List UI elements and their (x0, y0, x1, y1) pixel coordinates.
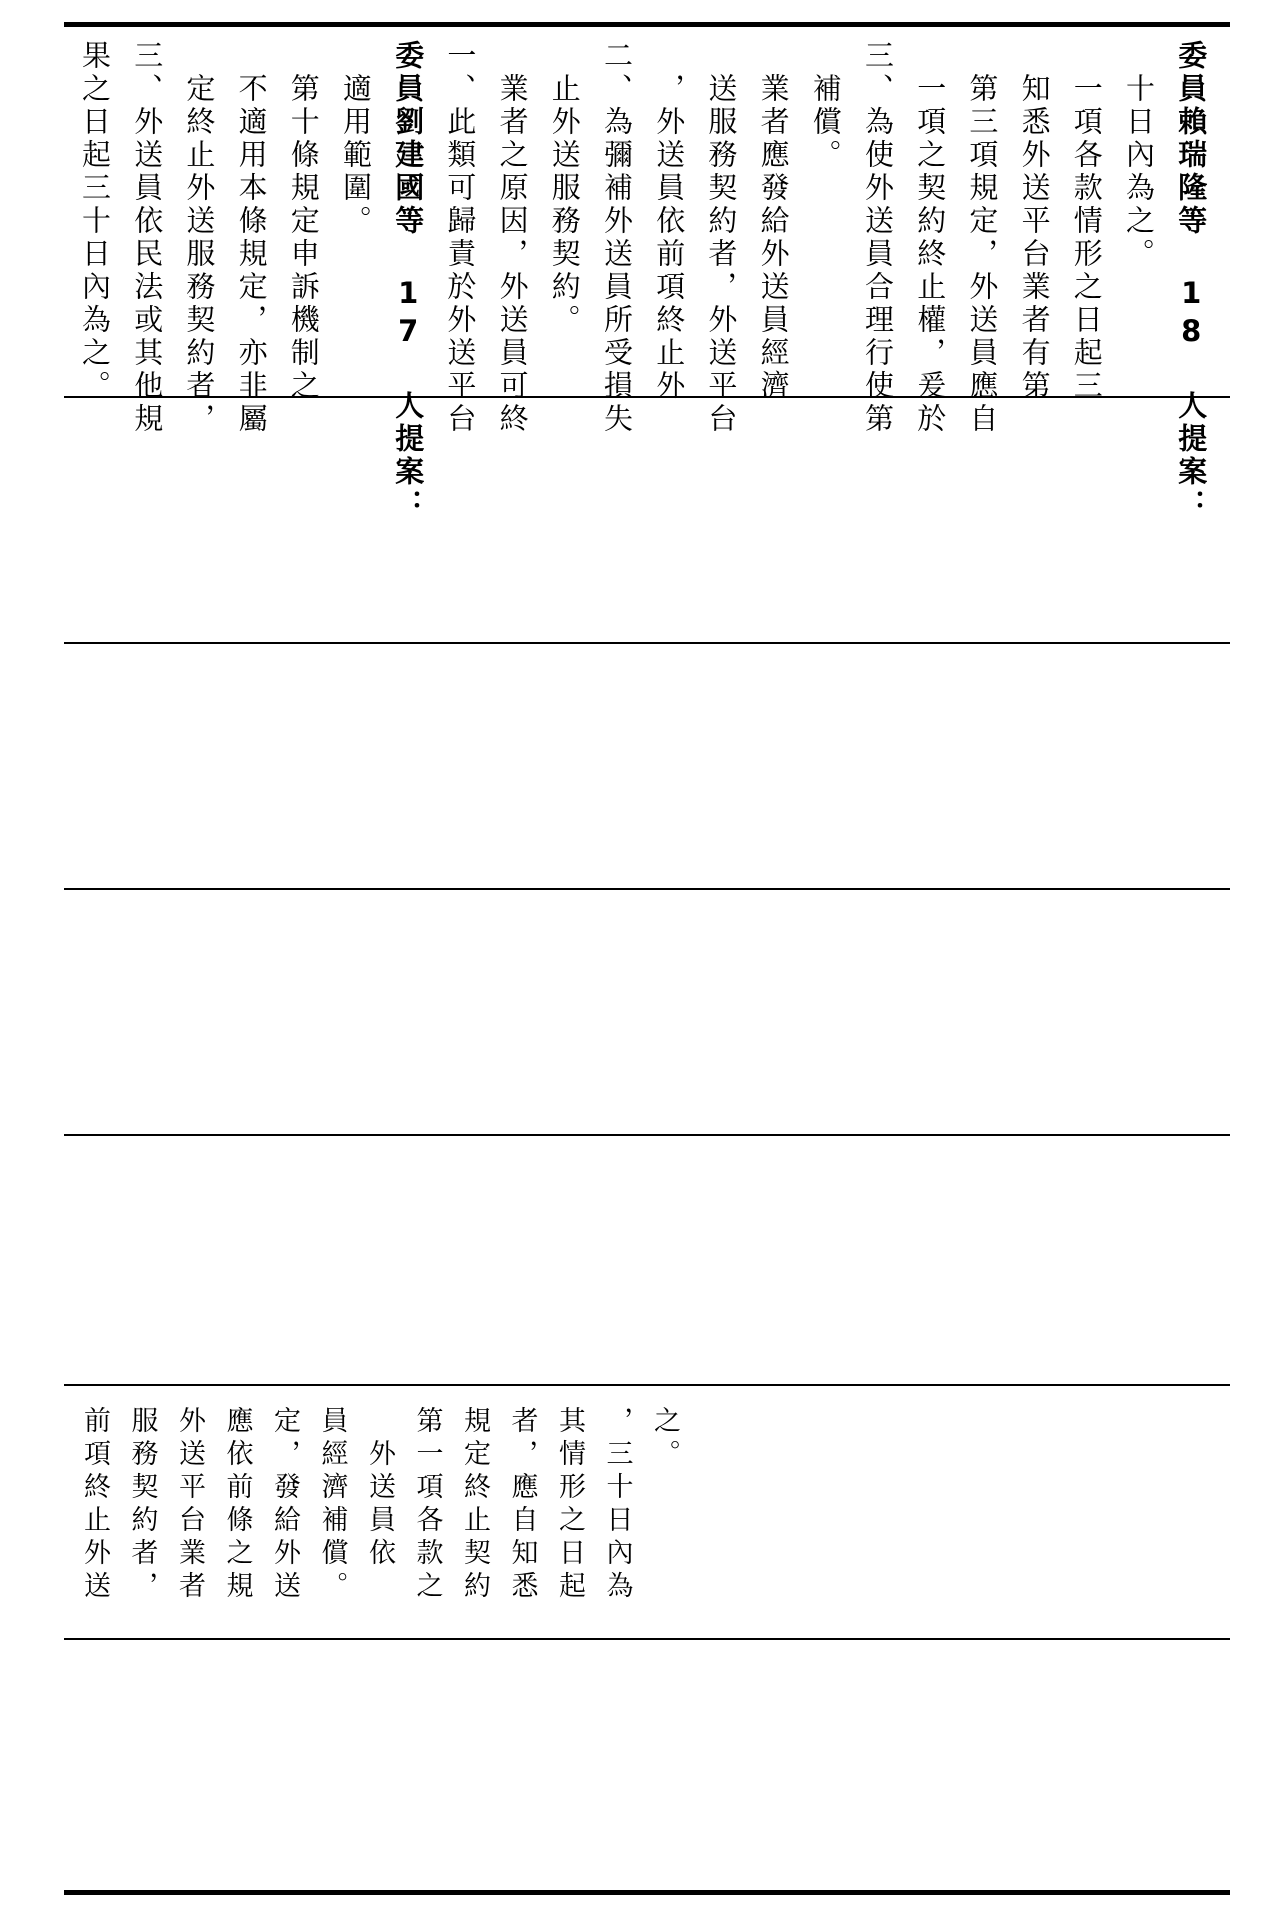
text-column: 不適用本條規定，亦非屬 (234, 40, 269, 436)
article-text-column: 服務契約者， (126, 1406, 158, 1604)
article-text-column: 其情形之日起 (554, 1406, 585, 1604)
text-column: 止外送服務契約。 (547, 40, 582, 337)
text-column: 十日內為之。 (1122, 40, 1156, 271)
proposer-heading: 委員賴瑞隆等 18 人提案： (1174, 40, 1209, 522)
row-divider (64, 1134, 1230, 1136)
text-column: 二、為彌補外送員所受損失 (600, 40, 634, 436)
article-text-column: 外送員依 (364, 1406, 395, 1571)
text-column: 業者之原因，外送員可終 (495, 40, 530, 436)
article-text-column: 之。 (649, 1406, 680, 1472)
text-column: 一項之契約終止權，爰於 (913, 40, 948, 436)
text-column: ，外送員依前項終止外 (652, 40, 687, 403)
article-text-column: 定，發給外送 (269, 1406, 300, 1604)
text-column: 第三項規定，外送員應自 (965, 40, 1000, 436)
text-column: 適用範圍。 (339, 40, 373, 238)
table-top-rule (64, 22, 1230, 27)
row-divider (64, 888, 1230, 890)
row-divider (64, 1638, 1230, 1640)
text-column: 三、為使外送員合理行使第 (861, 40, 895, 436)
text-column: 一項各款情形之日起三 (1069, 40, 1104, 403)
text-column: 一、此類可歸責於外送平台 (443, 40, 478, 436)
article-text-column: 員經濟補償。 (316, 1406, 348, 1604)
explanation-section (64, 30, 1230, 522)
article-text-column: 外送平台業者 (174, 1406, 205, 1604)
text-column: 知悉外送平台業者有第 (1017, 40, 1052, 403)
table-bottom-rule (64, 1890, 1230, 1895)
text-column: 三、外送員依民法或其他規 (130, 40, 165, 436)
article-text-column: 第一項各款之 (411, 1406, 443, 1604)
row-divider (64, 642, 1230, 644)
article-text-column: ，三十日內為 (601, 1406, 633, 1604)
article-section (64, 1392, 1230, 1632)
document-page (64, 0, 1230, 1914)
text-column: 果之日起三十日內為之。 (78, 40, 112, 403)
text-column: 送服務契約者，外送平台 (704, 40, 739, 436)
text-column: 第十條規定申訴機制之 (286, 40, 321, 403)
article-text-column: 前項終止外送 (79, 1406, 110, 1604)
article-text-column: 規定終止契約 (459, 1406, 490, 1604)
article-text-column: 應依前條之規 (221, 1406, 253, 1604)
text-column: 業者應發給外送員經濟 (756, 40, 791, 403)
text-column: 定終止外送服務契約者， (182, 40, 217, 436)
proposer-heading: 委員劉建國等 17 人提案： (391, 40, 426, 522)
article-text-column: 者，應自知悉 (506, 1406, 538, 1604)
row-divider (64, 1384, 1230, 1386)
text-column: 補償。 (808, 40, 843, 172)
